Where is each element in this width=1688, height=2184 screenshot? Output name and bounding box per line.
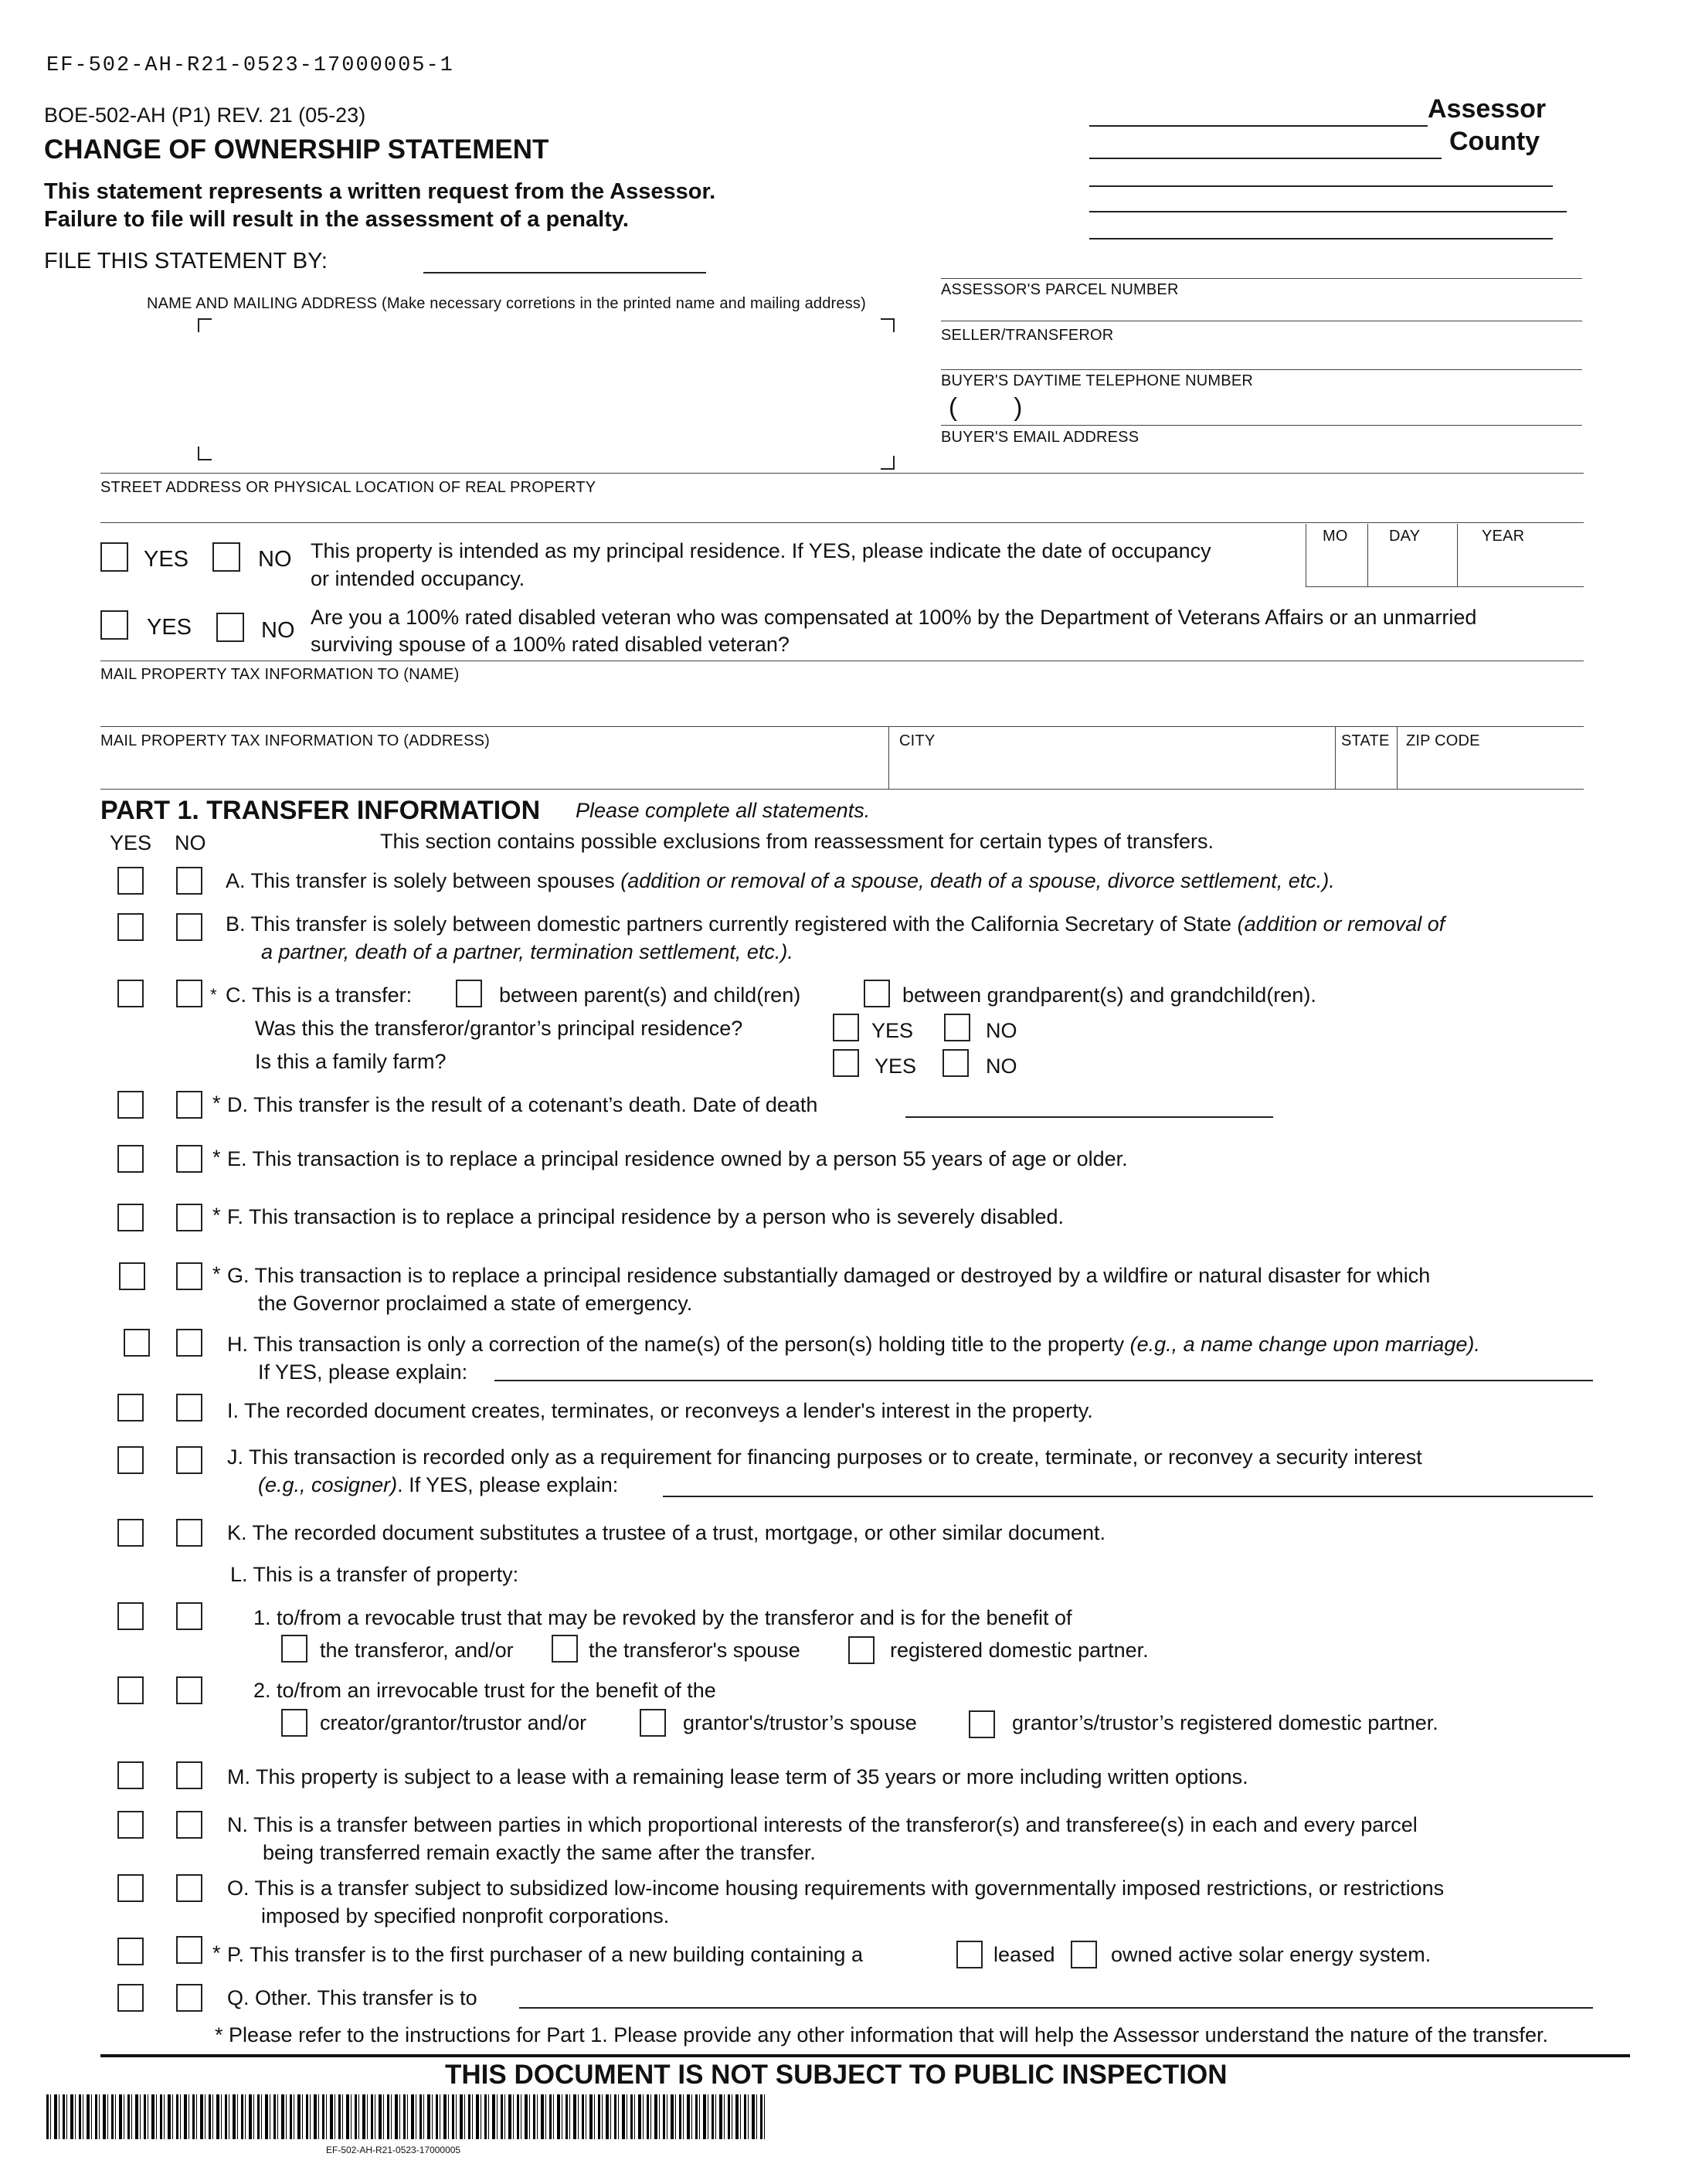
mail-address-rule: [100, 789, 1584, 790]
file-by-label: FILE THIS STATEMENT BY:: [44, 249, 328, 273]
l1-partner-checkbox[interactable]: [848, 1636, 875, 1664]
footer-rule: [100, 2054, 1630, 2057]
principal-residence-yes-checkbox[interactable]: [100, 542, 128, 572]
no-label: NO: [261, 618, 295, 643]
assessor-address-line-1: [1089, 185, 1553, 187]
q-yes-checkbox[interactable]: [117, 1984, 144, 2012]
item-j-explain: . If YES, please explain:: [397, 1473, 619, 1496]
item-o-line1: O. This is a transfer subject to subsidized low-income housing requirements with governmentally imposed restrictions, or restrictions: [227, 1877, 1445, 1900]
p-yes-checkbox[interactable]: [117, 1938, 144, 1965]
item-l1-opt3: registered domestic partner.: [890, 1639, 1149, 1662]
item-l2-opt1: creator/grantor/trustor and/or: [320, 1711, 587, 1734]
item-k: K. The recorded document substitutes a trustee of a trust, mortgage, or other similar document.: [227, 1521, 1106, 1544]
zip-field[interactable]: [1398, 753, 1582, 787]
item-a-italic: (addition or removal of a spouse, death of a spouse, divorce settlement, etc.).: [620, 869, 1335, 892]
item-i: I. The recorded document creates, terminates, or reconveys a lender's interest in the property.: [227, 1399, 1093, 1422]
item-n-line1: N. This is a transfer between parties in which proportional interests of the transferor(s) and transferee(s) in each and every parcel: [227, 1813, 1418, 1836]
item-l: L. This is a transfer of property:: [230, 1563, 519, 1586]
item-c-q2: Is this a family farm?: [255, 1050, 447, 1073]
date-of-death-field[interactable]: [905, 1116, 1273, 1118]
yes-label: YES: [871, 1019, 914, 1042]
item-a: [226, 867, 1335, 895]
item-l2-opt2: grantor's/trustor’s spouse: [683, 1711, 917, 1734]
c-farm-no-checkbox[interactable]: [942, 1049, 969, 1077]
item-n-line2: being transferred remain exactly the same after the transfer.: [263, 1841, 816, 1864]
no-column-header: NO: [175, 831, 206, 854]
n-yes-checkbox[interactable]: [117, 1811, 144, 1839]
zip-divider: [1397, 726, 1398, 790]
k-no-checkbox[interactable]: [176, 1519, 202, 1547]
seller-label: SELLER/TRANSFEROR: [941, 327, 1114, 344]
item-p: P. This transfer is to the first purchaser of a new building containing a: [227, 1943, 863, 1966]
g-no-checkbox[interactable]: [176, 1262, 202, 1290]
l1-no-checkbox[interactable]: [176, 1602, 202, 1630]
item-c-opt1: between parent(s) and child(ren): [499, 983, 801, 1007]
principal-residence-no-checkbox[interactable]: [212, 542, 240, 572]
occupancy-day-field[interactable]: [1369, 549, 1455, 586]
item-q: Q. Other. This transfer is to: [227, 1986, 477, 2009]
assessor-address-line-3: [1089, 238, 1553, 239]
state-field[interactable]: [1336, 753, 1395, 787]
b-yes-checkbox[interactable]: [117, 913, 144, 941]
l2-partner-checkbox[interactable]: [969, 1710, 995, 1738]
yes-label: YES: [875, 1055, 917, 1078]
c-residence-no-checkbox[interactable]: [944, 1014, 970, 1041]
asterisk: *: [212, 1262, 221, 1286]
item-g-line1: G. This transaction is to replace a principal residence substantially damaged or destroyed by a wildfire or natural disaster for which: [227, 1264, 1431, 1287]
m-no-checkbox[interactable]: [176, 1761, 202, 1789]
item-m: M. This property is subject to a lease with a remaining lease term of 35 years or more including written options.: [227, 1765, 1248, 1788]
c-yes-checkbox[interactable]: [117, 980, 144, 1007]
item-h-explain: If YES, please explain:: [258, 1360, 468, 1384]
a-yes-checkbox[interactable]: [117, 867, 144, 895]
no-label: NO: [986, 1055, 1017, 1078]
address-corner-tl: [198, 318, 212, 332]
yes-label: YES: [144, 547, 189, 572]
item-j-italic: (e.g., cosigner): [258, 1473, 398, 1496]
email-field[interactable]: [100, 473, 1584, 474]
q-no-checkbox[interactable]: [176, 1984, 202, 2012]
seller-field[interactable]: [941, 369, 1582, 370]
item-c-opt2: between grandparent(s) and grandchild(ren).: [902, 983, 1316, 1007]
not-public-notice: THIS DOCUMENT IS NOT SUBJECT TO PUBLIC INSPECTION: [445, 2060, 1228, 2090]
name-mailing-area[interactable]: [209, 332, 879, 448]
item-p-opt2: owned active solar energy system.: [1111, 1943, 1432, 1966]
address-corner-tr: [881, 318, 895, 332]
phone-label: BUYER'S DAYTIME TELEPHONE NUMBER: [941, 372, 1253, 389]
asterisk: *: [212, 1146, 221, 1169]
l2-no-checkbox[interactable]: [176, 1676, 202, 1704]
j-explain-field[interactable]: [663, 1496, 1593, 1497]
part1-note: Please complete all statements.: [576, 799, 871, 822]
item-h: [227, 1330, 1480, 1358]
county-line[interactable]: [1089, 158, 1442, 159]
principal-res-q2: or intended occupancy.: [311, 567, 525, 590]
item-j-line2: [258, 1471, 618, 1499]
barcode: [46, 2094, 766, 2139]
mail-name-label: MAIL PROPERTY TAX INFORMATION TO (NAME): [100, 666, 460, 683]
i-no-checkbox[interactable]: [176, 1394, 202, 1421]
item-l1-opt2: the transferor's spouse: [589, 1639, 800, 1662]
address-corner-br: [881, 456, 895, 470]
asterisk: *: [212, 1204, 221, 1227]
document-id: EF-502-AH-R21-0523-17000005-1: [46, 54, 454, 77]
year-label: YEAR: [1482, 528, 1525, 545]
q-other-field[interactable]: [519, 2007, 1593, 2009]
b-no-checkbox[interactable]: [176, 913, 202, 941]
phone-rule: [941, 425, 1582, 426]
part1-title: PART 1. TRANSFER INFORMATION: [100, 796, 541, 825]
item-h-text: H. This transaction is only a correction of the name(s) of the person(s) holding title to the property: [227, 1333, 1130, 1356]
f-no-checkbox[interactable]: [176, 1204, 202, 1231]
asterisk: *: [212, 1941, 221, 1965]
occupancy-month-field[interactable]: [1307, 549, 1366, 586]
form-number: BOE-502-AH (P1) REV. 21 (05-23): [44, 104, 366, 127]
item-j-line1: J. This transaction is recorded only as a requirement for financing purposes or to create, terminate, or reconvey a security interest: [227, 1445, 1422, 1469]
h-no-checkbox[interactable]: [176, 1329, 202, 1357]
item-b-line2: a partner, death of a partner, termination settlement, etc.).: [261, 940, 793, 963]
c-parent-child-checkbox[interactable]: [456, 980, 482, 1007]
item-h-italic: (e.g., a name change upon marriage).: [1129, 1333, 1480, 1356]
barcode-text: EF-502-AH-R21-0523-17000005: [326, 2145, 461, 2155]
item-l2-opt3: grantor’s/trustor’s registered domestic partner.: [1012, 1711, 1438, 1734]
day-label: DAY: [1389, 528, 1421, 545]
l1-spouse-checkbox[interactable]: [552, 1635, 578, 1663]
state-divider: [1335, 726, 1336, 790]
h-explain-field[interactable]: [494, 1380, 1593, 1381]
item-c: C. This is a transfer:: [226, 983, 413, 1007]
item-d: D. This transfer is the result of a cotenant’s death. Date of death: [227, 1093, 818, 1116]
i-yes-checkbox[interactable]: [117, 1394, 144, 1421]
l2-yes-checkbox[interactable]: [117, 1676, 144, 1704]
no-label: NO: [986, 1019, 1017, 1042]
o-yes-checkbox[interactable]: [117, 1874, 144, 1902]
assessor-address-line-2: [1089, 211, 1567, 212]
asterisk: *: [210, 985, 217, 1004]
item-p-opt1: leased: [993, 1943, 1055, 1966]
d-yes-checkbox[interactable]: [117, 1091, 144, 1119]
j-no-checkbox[interactable]: [176, 1446, 202, 1474]
mo-label: MO: [1323, 528, 1348, 545]
g-yes-checkbox[interactable]: [119, 1262, 145, 1290]
item-e: E. This transaction is to replace a principal residence owned by a person 55 years of age or older.: [227, 1147, 1128, 1170]
l2-creator-checkbox[interactable]: [281, 1709, 307, 1737]
o-no-checkbox[interactable]: [176, 1874, 202, 1902]
item-o-line2: imposed by specified nonprofit corporations.: [261, 1904, 670, 1928]
item-b-text: B. This transfer is solely between domestic partners currently registered with the California Secretary of State: [226, 912, 1238, 936]
file-by-line[interactable]: [423, 272, 706, 273]
page-title: CHANGE OF OWNERSHIP STATEMENT: [44, 134, 549, 165]
p-owned-checkbox[interactable]: [1071, 1941, 1097, 1968]
name-mailing-label: NAME AND MAILING ADDRESS (Make necessary corretions in the printed name and mailing address): [147, 295, 866, 312]
county-label: County: [1449, 127, 1540, 156]
a-no-checkbox[interactable]: [176, 867, 202, 895]
assessor-line[interactable]: [1089, 125, 1428, 127]
item-f: F. This transaction is to replace a principal residence by a person who is severely disabled.: [227, 1205, 1065, 1228]
j-yes-checkbox[interactable]: [117, 1446, 144, 1474]
p-leased-checkbox[interactable]: [956, 1941, 983, 1968]
city-field[interactable]: [890, 753, 1333, 787]
item-g-line2: the Governor proclaimed a state of emergency.: [258, 1292, 693, 1315]
street-field[interactable]: [100, 522, 1584, 523]
l1-transferor-checkbox[interactable]: [281, 1635, 307, 1663]
top-rule: [941, 278, 1582, 279]
p-no-checkbox[interactable]: [176, 1936, 202, 1964]
yes-label: YES: [147, 615, 192, 640]
assessor-label: Assessor: [1428, 94, 1547, 124]
h-yes-checkbox[interactable]: [124, 1329, 150, 1357]
veteran-yes-checkbox[interactable]: [100, 610, 128, 640]
e-yes-checkbox[interactable]: [117, 1145, 144, 1173]
zip-label: ZIP CODE: [1406, 732, 1480, 749]
item-l1: 1. to/from a revocable trust that may be revoked by the transferor and is for the benefit of: [253, 1606, 1072, 1629]
address-corner-bl: [198, 447, 212, 460]
veteran-no-checkbox[interactable]: [216, 613, 244, 642]
no-label: NO: [258, 547, 292, 572]
phone-field[interactable]: ( ): [949, 392, 1023, 421]
footnote: * Please refer to the instructions for Part 1. Please provide any other information that will help the Assessor understand the nature of the transfer.: [215, 2023, 1548, 2046]
veteran-q1: Are you a 100% rated disabled veteran who was compensated at 100% by the Department of Veterans Affairs or an unmarried: [311, 606, 1477, 629]
l1-yes-checkbox[interactable]: [117, 1602, 144, 1630]
street-label: STREET ADDRESS OR PHYSICAL LOCATION OF REAL PROPERTY: [100, 479, 596, 496]
k-yes-checkbox[interactable]: [117, 1519, 144, 1547]
item-a-text: A. This transfer is solely between spouses: [226, 869, 621, 892]
f-yes-checkbox[interactable]: [117, 1204, 144, 1231]
yes-column-header: YES: [110, 831, 152, 854]
m-yes-checkbox[interactable]: [117, 1761, 144, 1789]
date-divider-1: [1367, 524, 1368, 587]
mail-address-field[interactable]: [102, 753, 887, 787]
mail-name-field[interactable]: [100, 726, 1584, 727]
principal-res-q1: This property is intended as my principal residence. If YES, please indicate the date of occupancy: [311, 539, 1211, 562]
city-label: CITY: [899, 732, 936, 749]
c-residence-yes-checkbox[interactable]: [833, 1014, 859, 1041]
mail-address-label: MAIL PROPERTY TAX INFORMATION TO (ADDRESS): [100, 732, 491, 749]
state-label: STATE: [1341, 732, 1390, 749]
date-divider-2: [1457, 524, 1458, 587]
item-l2: 2. to/from an irrevocable trust for the benefit of the: [253, 1679, 716, 1702]
n-no-checkbox[interactable]: [176, 1811, 202, 1839]
c-no-checkbox[interactable]: [176, 980, 202, 1007]
intro-line-2: Failure to file will result in the assessment of a penalty.: [44, 207, 629, 232]
c-farm-yes-checkbox[interactable]: [833, 1049, 859, 1077]
veteran-q2: surviving spouse of a 100% rated disabled veteran?: [311, 633, 790, 656]
item-l1-opt1: the transferor, and/or: [320, 1639, 514, 1662]
item-b-italic: (addition or removal of: [1237, 912, 1445, 936]
d-no-checkbox[interactable]: [176, 1091, 202, 1119]
c-grandparent-checkbox[interactable]: [864, 980, 890, 1007]
item-b: [226, 910, 1445, 938]
asterisk: *: [212, 1092, 221, 1115]
l2-spouse-checkbox[interactable]: [640, 1709, 666, 1737]
part1-sub: This section contains possible exclusions from reassessment for certain types of transfers.: [380, 830, 1214, 853]
city-divider: [888, 726, 889, 790]
intro-line-1: This statement represents a written request from the Assessor.: [44, 179, 716, 204]
parcel-label: ASSESSOR'S PARCEL NUMBER: [941, 281, 1179, 298]
email-label: BUYER'S EMAIL ADDRESS: [941, 429, 1139, 446]
occupancy-year-field[interactable]: [1459, 549, 1582, 586]
item-c-q1: Was this the transferor/grantor’s principal residence?: [255, 1017, 743, 1040]
e-no-checkbox[interactable]: [176, 1145, 202, 1173]
